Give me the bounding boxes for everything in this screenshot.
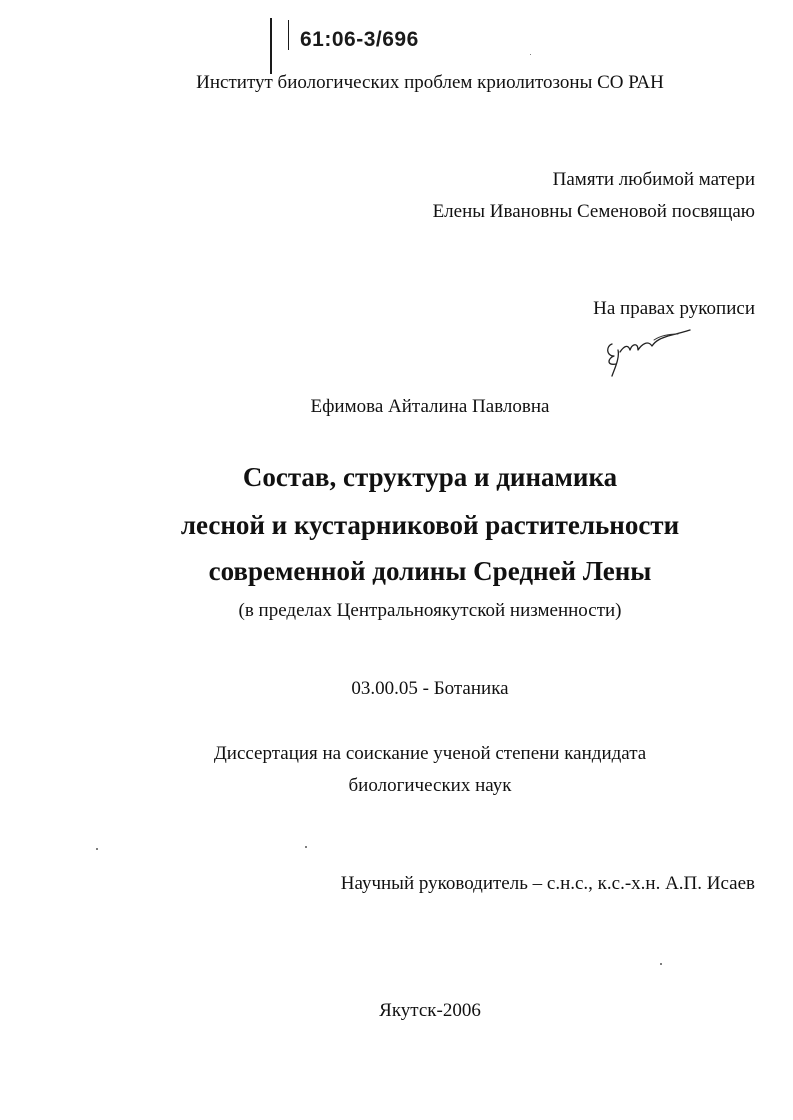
scan-line-left [270,18,272,74]
institute-name: Институт биологических проблем криолитозоны СО РАН [196,72,664,93]
manuscript-note: На правах рукописи [593,298,755,319]
archive-code: 61:06-3/696 [300,28,419,51]
title-line-2: лесной и кустарниковой растительности [180,510,680,540]
dedication-line-1: Памяти любимой матери [552,169,755,190]
author-name: Ефимова Айталина Павловна [310,396,550,417]
title-line-1: Состав, структура и динамика [242,462,618,492]
city-year: Якутск-2006 [379,1000,481,1021]
title-line-3: современной долины Средней Лены [208,556,652,586]
scan-speck [530,54,531,55]
subtitle: (в пределах Центральноякутской низменности) [238,600,622,621]
handwritten-signature [598,322,694,378]
scan-speck [305,846,307,848]
degree-line-2: биологических наук [348,775,512,796]
scan-speck [660,963,662,965]
dedication-line-2: Елены Ивановны Семеновой посвящаю [432,201,755,222]
scan-speck [96,848,98,850]
scan-line-right [288,20,289,50]
supervisor: Научный руководитель – с.н.с., к.с.-х.н. А.П. Исаев [340,873,755,894]
degree-line-1: Диссертация на соискание ученой степени кандидата [213,743,647,764]
specialty-code: 03.00.05 - Ботаника [351,678,509,699]
